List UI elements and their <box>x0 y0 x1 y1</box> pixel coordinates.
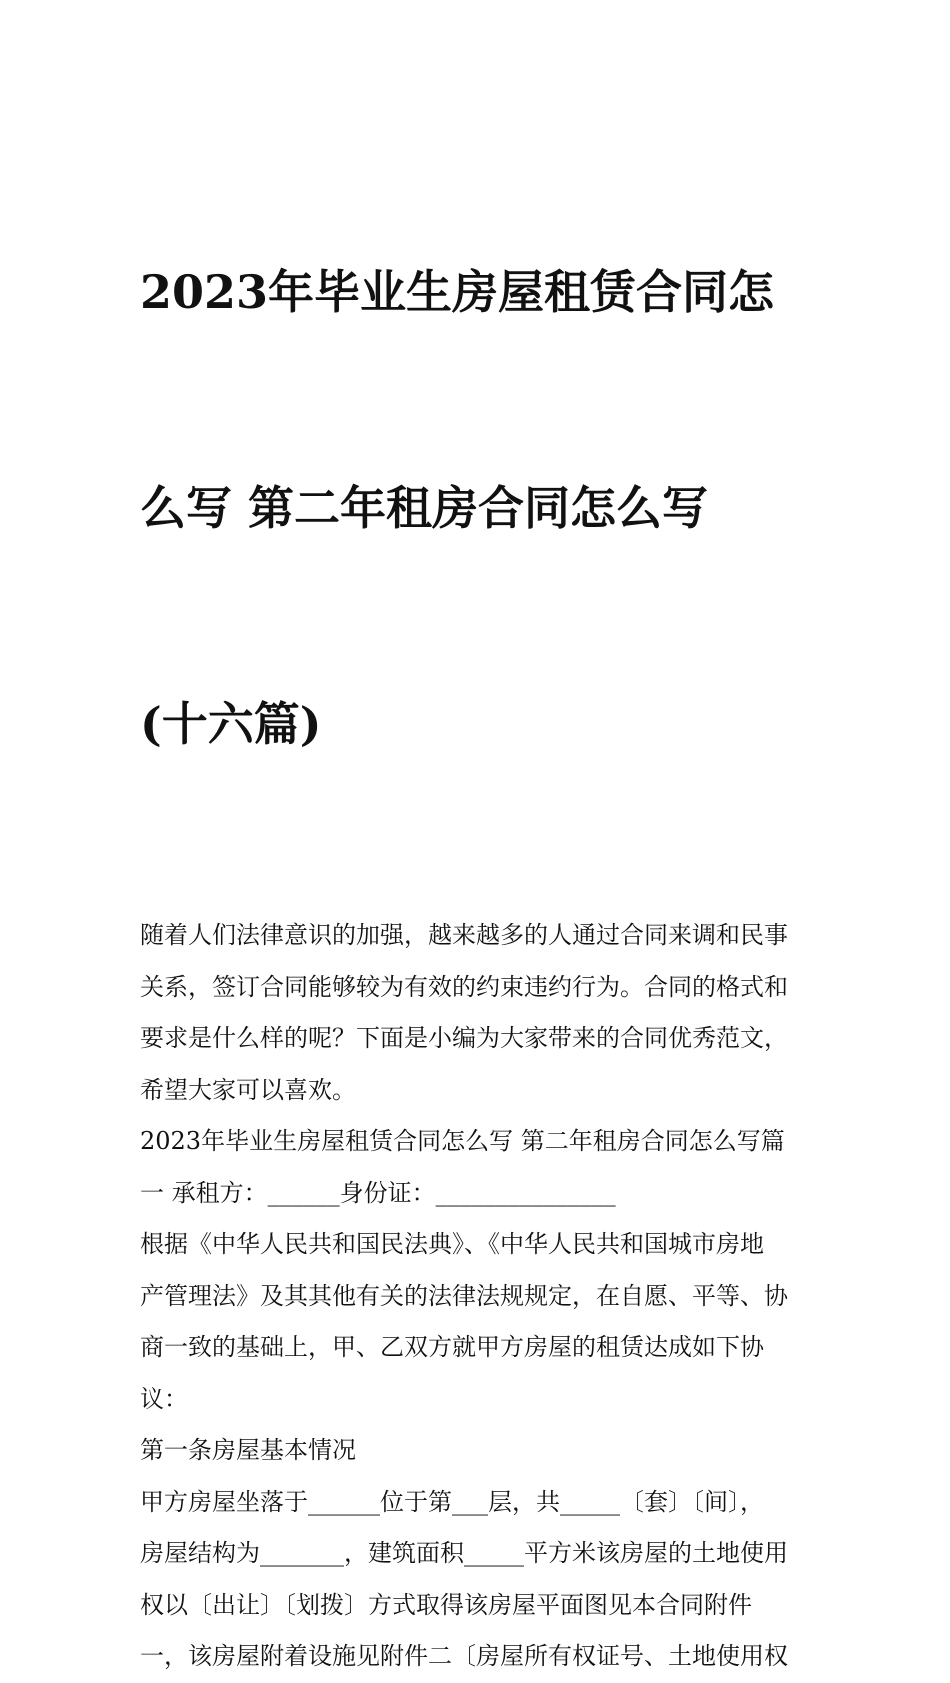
document-content <box>140 112 820 1683</box>
title-line: 2023年毕业生房屋租赁合同怎 <box>140 265 775 319</box>
body-line: 随着人们法律意识的加强，越来越多的人通过合同来调和民事 <box>140 921 788 949</box>
body-line: 产管理法》及其其他有关的法律法规规定，在自愿、平等、协 <box>140 1281 788 1310</box>
body-line: 议： <box>140 1384 188 1413</box>
document-title <box>140 112 820 904</box>
body-line: 第一条房屋基本情况 <box>140 1436 356 1464</box>
body-line: 根据《中华人民共和国民法典》、《中华人民共和国城市房地 <box>140 1230 764 1258</box>
body-line: 要求是什么样的呢？下面是小编为大家带来的合同优秀范文， <box>140 1024 788 1052</box>
body-line: 一，该房屋附着设施见附件二〔房屋所有权证号、土地使用权 <box>140 1642 788 1670</box>
body-line: 希望大家可以喜欢。 <box>140 1075 356 1104</box>
body-line: 权以〔出让〕〔划拨〕方式取得该房屋平面图见本合同附件 <box>140 1590 752 1619</box>
body-line: 商一致的基础上，甲、乙双方就甲方房屋的租赁达成如下协 <box>140 1333 764 1361</box>
body-line: 房屋结构为_______，建筑面积_____平方米该房屋的土地使用 <box>140 1539 788 1567</box>
body-line: 关系，签订合同能够较为有效的约束违约行为。合同的格式和 <box>140 972 788 1001</box>
body-line: 2023年毕业生房屋租赁合同怎么写 第二年租房合同怎么写篇 <box>140 1127 785 1155</box>
body-line: 一 承租方：______身份证：_______________ <box>140 1178 616 1207</box>
document-body <box>140 910 820 1683</box>
body-line: 甲方房屋坐落于______位于第___层，共_____〔套〕〔间〕， <box>140 1487 764 1516</box>
title-line: 么写 第二年租房合同怎么写 <box>140 481 709 535</box>
title-line: (十六篇) <box>140 697 322 751</box>
